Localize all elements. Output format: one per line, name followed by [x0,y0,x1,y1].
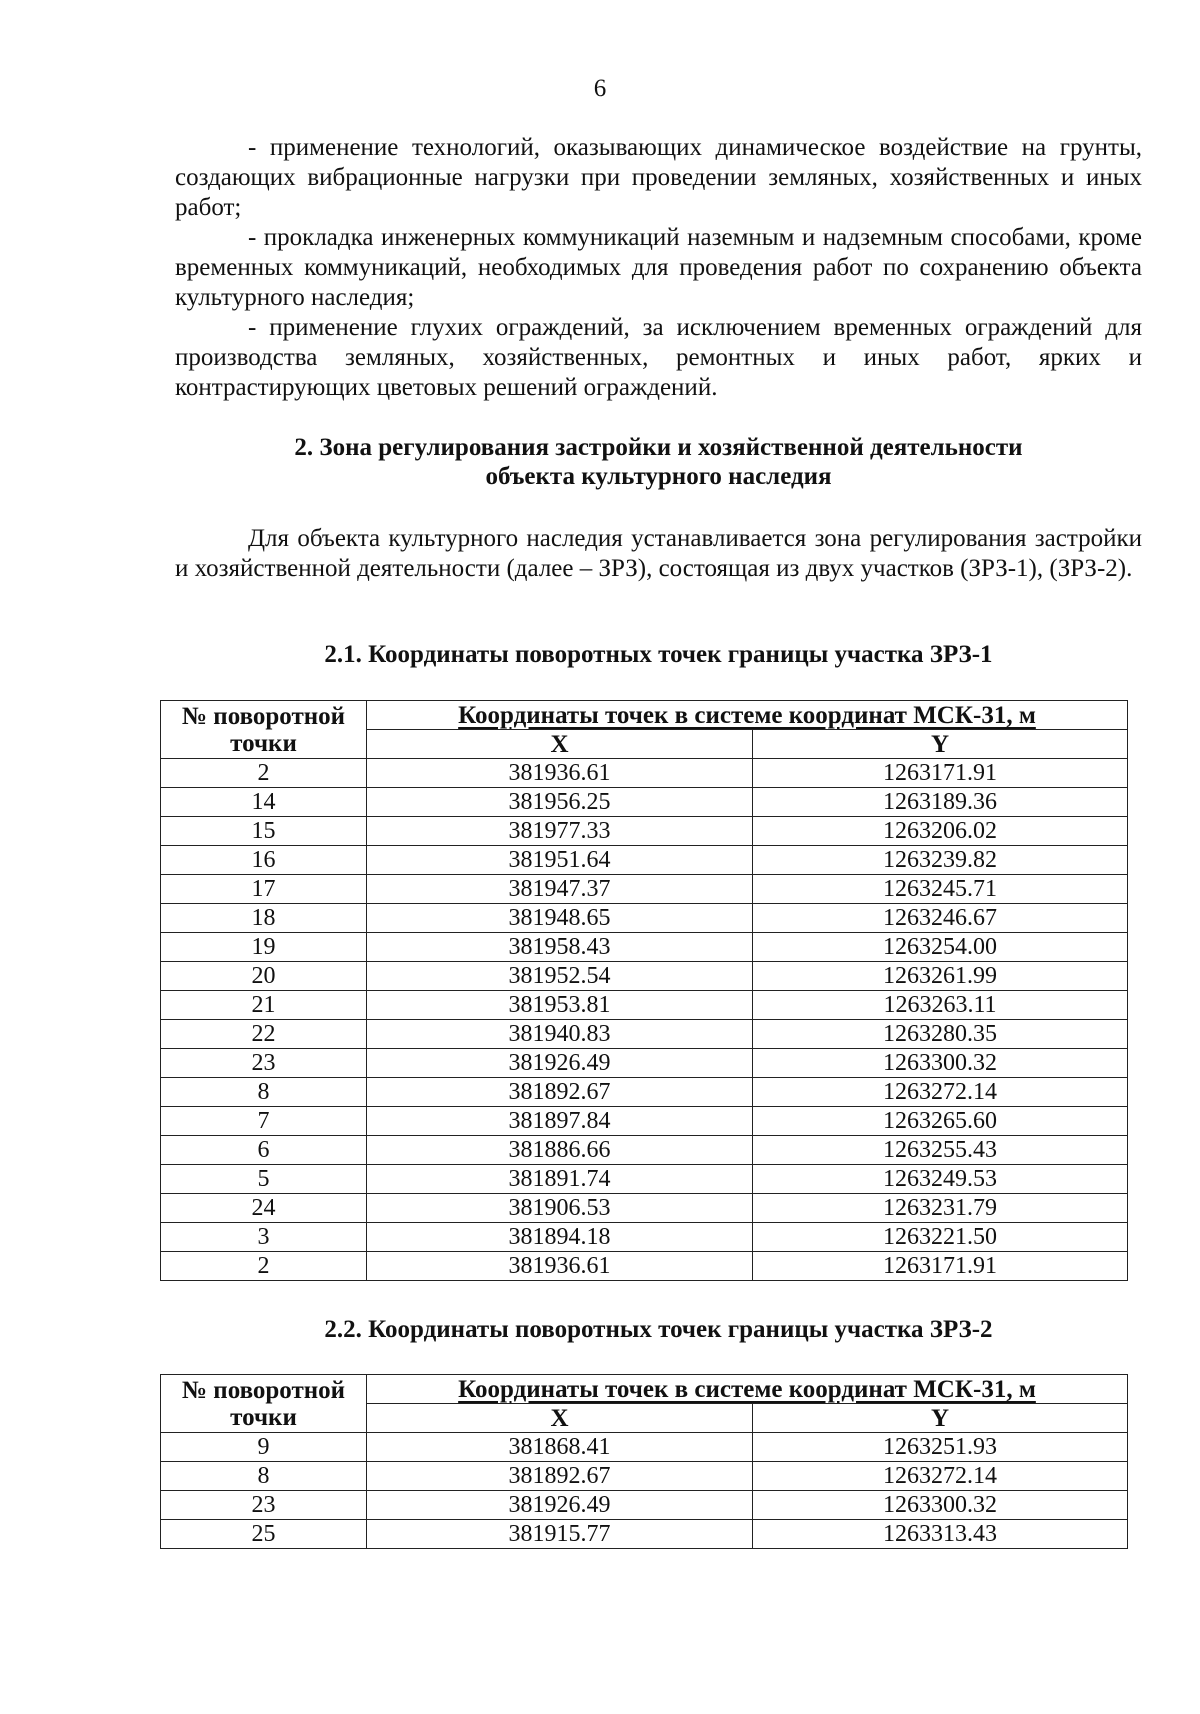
table-row [161,846,1128,875]
y-coordinate-cell: 1263254.00 [753,933,1128,962]
point-number-header [161,1375,367,1433]
zone-description [175,524,1142,584]
y-coordinate-cell: 1263272.14 [753,1078,1128,1107]
point-number-header [161,701,367,759]
point-number-cell: 21 [161,991,367,1020]
point-number-cell: 7 [161,1107,367,1136]
x-header: X [367,1404,753,1433]
y-coordinate-cell: 1263246.67 [753,904,1128,933]
point-number-cell: 24 [161,1194,367,1223]
point-number-cell: 2 [161,759,367,788]
y-coordinate-cell: 1263251.93 [753,1433,1128,1462]
section-2-title-line1: 2. Зона регулирования застройки и хозяйственной деятельности [294,434,1023,461]
point-number-cell: 8 [161,1462,367,1491]
x-coordinate-cell: 381892.67 [367,1462,753,1491]
y-coordinate-cell: 1263263.11 [753,991,1128,1020]
point-number-cell: 2 [161,1252,367,1281]
y-coordinate-cell: 1263171.91 [753,1252,1128,1281]
point-number-cell: 17 [161,875,367,904]
x-header: X [367,730,753,759]
y-coordinate-cell: 1263300.32 [753,1049,1128,1078]
point-number-cell: 16 [161,846,367,875]
y-coordinate-cell: 1263255.43 [753,1136,1128,1165]
table-row [161,933,1128,962]
point-number-cell: 18 [161,904,367,933]
x-coordinate-cell: 381926.49 [367,1491,753,1520]
table-row [161,962,1128,991]
x-coordinate-cell: 381897.84 [367,1107,753,1136]
table-row [161,1078,1128,1107]
restriction-item: - применение технологий, оказывающих динамическое воздействие на грунты, создающих вибрационные нагрузки при проведении земляных, хозяйственных и иных работ; [175,134,1142,221]
y-coordinate-cell: 1263189.36 [753,788,1128,817]
table-row [161,1049,1128,1078]
x-coordinate-cell: 381891.74 [367,1165,753,1194]
page-number: 6 [593,75,607,102]
y-coordinate-cell: 1263249.53 [753,1165,1128,1194]
point-number-cell: 14 [161,788,367,817]
y-coordinate-cell: 1263239.82 [753,846,1128,875]
y-coordinate-cell: 1263265.60 [753,1107,1128,1136]
table-row [161,1462,1128,1491]
table-row [161,1194,1128,1223]
x-coordinate-cell: 381952.54 [367,962,753,991]
zrz2-coordinates-table [160,1374,1128,1549]
y-coordinate-cell: 1263245.71 [753,875,1128,904]
y-header: Y [753,1404,1128,1433]
y-coordinate-cell: 1263300.32 [753,1491,1128,1520]
x-coordinate-cell: 381977.33 [367,817,753,846]
table-row [161,1520,1128,1549]
section-2-heading [175,433,1142,491]
y-header: Y [753,730,1128,759]
x-coordinate-cell: 381886.66 [367,1136,753,1165]
x-coordinate-cell: 381892.67 [367,1078,753,1107]
x-coordinate-cell: 381947.37 [367,875,753,904]
point-number-cell: 22 [161,1020,367,1049]
point-number-cell: 3 [161,1223,367,1252]
coordinates-header-text: Координаты точек в системе координат МСК-31, м [458,701,1036,729]
table-row [161,1252,1128,1281]
point-number-cell: 8 [161,1078,367,1107]
x-coordinate-cell: 381926.49 [367,1049,753,1078]
x-coordinate-cell: 381868.41 [367,1433,753,1462]
zrz1-table-body [161,759,1128,1281]
table-row [161,1223,1128,1252]
x-coordinate-cell: 381948.65 [367,904,753,933]
table-row [161,759,1128,788]
point-number-cell: 9 [161,1433,367,1462]
x-coordinate-cell: 381894.18 [367,1223,753,1252]
x-coordinate-cell: 381940.83 [367,1020,753,1049]
zrz1-coordinates-table [160,700,1128,1281]
table-row [161,904,1128,933]
zrz2-table-body [161,1433,1128,1549]
zone-paragraph: Для объекта культурного наследия устанавливается зона регулирования застройки и хозяйственной деятельности (далее – ЗРЗ), состоящая из двух участков (ЗРЗ-1), (ЗРЗ-2). [175,525,1142,582]
table-row [161,1491,1128,1520]
table-row [161,875,1128,904]
point-header-line2: точки [230,1403,297,1431]
y-coordinate-cell: 1263171.91 [753,759,1128,788]
point-number-cell: 20 [161,962,367,991]
point-number-cell: 23 [161,1049,367,1078]
y-coordinate-cell: 1263206.02 [753,817,1128,846]
x-coordinate-cell: 381953.81 [367,991,753,1020]
y-coordinate-cell: 1263221.50 [753,1223,1128,1252]
table-row [161,788,1128,817]
point-header-line2: точки [230,729,297,757]
point-header-line1: № поворотной [181,1376,346,1404]
table-row [161,1165,1128,1194]
point-number-cell: 25 [161,1520,367,1549]
x-coordinate-cell: 381958.43 [367,933,753,962]
x-coordinate-cell: 381936.61 [367,1252,753,1281]
table-row [161,817,1128,846]
table-row [161,1107,1128,1136]
section-2-title-line2: объекта культурного наследия [485,463,832,490]
table-row [161,991,1128,1020]
coordinates-header-text: Координаты точек в системе координат МСК-31, м [458,1375,1036,1403]
x-coordinate-cell: 381936.61 [367,759,753,788]
table-row [161,1136,1128,1165]
table-row [161,1433,1128,1462]
y-coordinate-cell: 1263231.79 [753,1194,1128,1223]
coordinates-header [367,1375,1128,1404]
y-coordinate-cell: 1263313.43 [753,1520,1128,1549]
point-number-cell: 19 [161,933,367,962]
x-coordinate-cell: 381915.77 [367,1520,753,1549]
y-coordinate-cell: 1263272.14 [753,1462,1128,1491]
restriction-item: - применение глухих ограждений, за исключением временных ограждений для производства земляных, хозяйственных, ремонтных и иных работ, ярких и контрастирующих цветовых решений ограждений. [175,314,1142,401]
coordinates-header [367,701,1128,730]
point-number-cell: 15 [161,817,367,846]
point-number-cell: 5 [161,1165,367,1194]
x-coordinate-cell: 381951.64 [367,846,753,875]
restrictions-list [175,133,1142,403]
point-number-cell: 6 [161,1136,367,1165]
restriction-item: - прокладка инженерных коммуникаций наземным и надземным способами, кроме временных коммуникаций, необходимых для проведения работ по сохранению объекта культурного наследия; [175,224,1142,311]
table-row [161,1020,1128,1049]
zrz2-heading: 2.2. Координаты поворотных точек границы участка ЗРЗ-2 [324,1316,993,1343]
point-number-cell: 23 [161,1491,367,1520]
point-header-line1: № поворотной [181,702,346,730]
y-coordinate-cell: 1263280.35 [753,1020,1128,1049]
x-coordinate-cell: 381956.25 [367,788,753,817]
x-coordinate-cell: 381906.53 [367,1194,753,1223]
zrz1-heading: 2.1. Координаты поворотных точек границы участка ЗРЗ-1 [324,641,993,668]
y-coordinate-cell: 1263261.99 [753,962,1128,991]
